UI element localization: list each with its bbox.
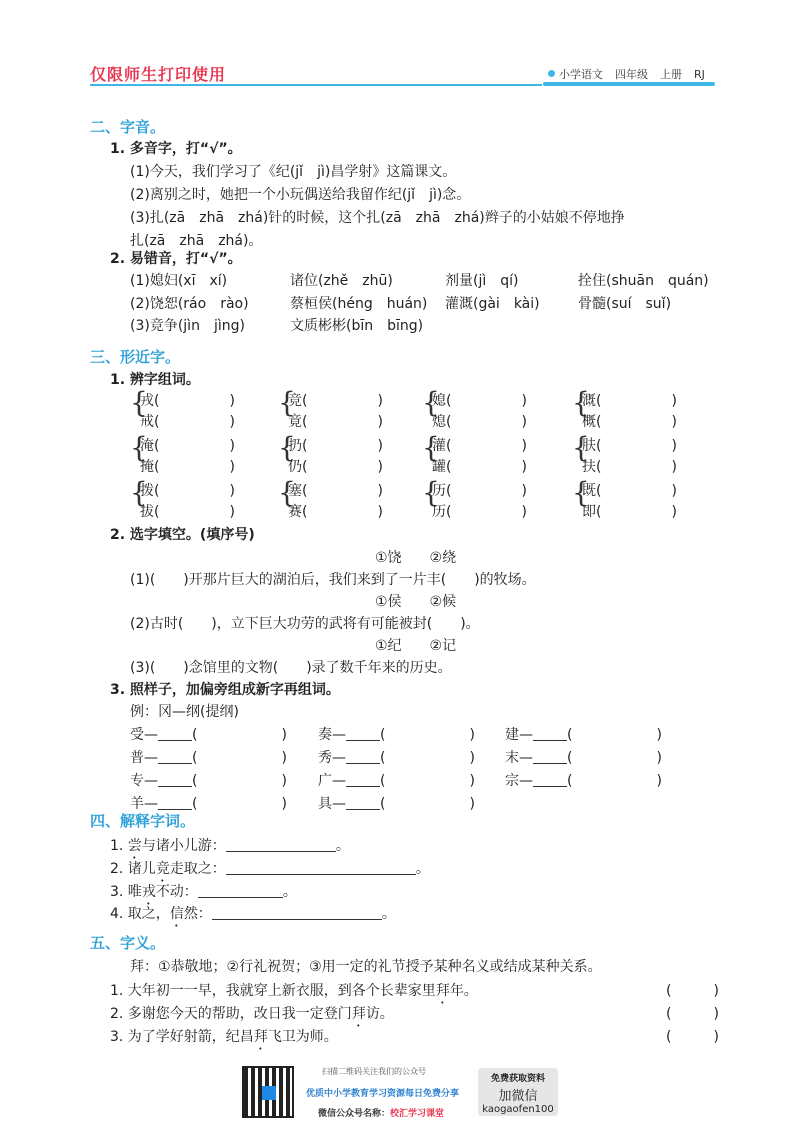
answer-paren: ( ) bbox=[380, 727, 475, 743]
brace-icon: { bbox=[422, 431, 440, 464]
radical-char: 专— bbox=[130, 773, 158, 789]
option-pair: ①饶 ②绕 bbox=[375, 550, 457, 566]
pinyin-item: (2)饶恕(ráo rào) bbox=[130, 296, 249, 312]
answer-blank bbox=[226, 837, 336, 852]
item-prefix: 1. bbox=[110, 838, 128, 854]
pair-char: 掩( ) bbox=[140, 459, 235, 475]
radical-item bbox=[318, 793, 475, 813]
option-pair: ①侯 ②候 bbox=[375, 594, 457, 610]
pair-char: 历( ) bbox=[432, 483, 527, 499]
pair-char: 罐( ) bbox=[432, 459, 527, 475]
answer-paren: ( ) bbox=[380, 773, 475, 789]
radical-item bbox=[318, 724, 475, 744]
radical-item bbox=[130, 724, 287, 744]
emphasized-char: 信 bbox=[169, 906, 184, 922]
example-text: 例：冈—纲(提纲) bbox=[130, 704, 239, 720]
pair-char: 戎( ) bbox=[140, 393, 235, 409]
brace-icon: { bbox=[130, 476, 148, 509]
item-prefix: 3. 唯 bbox=[110, 884, 142, 900]
answer-paren: ( ) bbox=[567, 773, 662, 789]
header-accent-bar bbox=[543, 82, 715, 86]
section-title: 三、形近字。 bbox=[90, 348, 181, 366]
definition-item bbox=[110, 903, 396, 930]
header-title: 仅限师生打印使用 bbox=[90, 65, 227, 84]
item-text: 飞卫为师。 bbox=[267, 1029, 338, 1045]
item-end: 。 bbox=[415, 861, 430, 877]
item-text: 年。 bbox=[449, 983, 478, 999]
item-prefix: 4. 取之， bbox=[110, 906, 170, 922]
answer-blank bbox=[533, 749, 567, 764]
pair-char: 戒( ) bbox=[140, 414, 235, 430]
footer-account-label: 微信公众号名称： bbox=[318, 1109, 391, 1119]
answer-blank bbox=[158, 749, 192, 764]
answer-paren: ( ) bbox=[192, 796, 287, 812]
answer-blank bbox=[158, 726, 192, 741]
section-title: 二、字音。 bbox=[90, 118, 166, 136]
answer-blank bbox=[346, 795, 380, 810]
brace-icon: { bbox=[422, 386, 440, 419]
brace-icon: { bbox=[278, 386, 296, 419]
text-line: (1)今天，我们学习了《纪(jǐ jì)昌学射》这篇课文。 bbox=[130, 164, 457, 180]
brace-icon: { bbox=[130, 386, 148, 419]
radical-item bbox=[505, 770, 662, 790]
answer-blank bbox=[198, 883, 283, 898]
pair-char: 概( ) bbox=[582, 414, 677, 430]
brace-icon: { bbox=[130, 431, 148, 464]
radical-char: 受— bbox=[130, 727, 158, 743]
answer-paren: ( ) bbox=[380, 796, 475, 812]
radical-char: 奏— bbox=[318, 727, 346, 743]
question-title: 1. 辨字组词。 bbox=[110, 372, 200, 388]
item-text: 与诸小儿游： bbox=[141, 838, 226, 854]
section-title: 五、字义。 bbox=[90, 934, 166, 952]
qr-code-icon bbox=[242, 1066, 294, 1118]
radical-char: 秀— bbox=[318, 750, 346, 766]
pinyin-item: 诸位(zhě zhū) bbox=[290, 273, 393, 289]
section-title: 四、解释字词。 bbox=[90, 812, 196, 830]
fill-sentence: (3)( )念馆里的文物( )录了数千年来的历史。 bbox=[130, 660, 452, 676]
pair-char: 即( ) bbox=[582, 504, 677, 520]
pair-char: 肤( ) bbox=[582, 438, 677, 454]
brace-icon: { bbox=[572, 431, 590, 464]
item-prefix: 1. 大年初一一早，我就穿上新衣服，到各个长辈家里 bbox=[110, 983, 436, 999]
item-end: 。 bbox=[282, 884, 297, 900]
item-end: 。 bbox=[381, 906, 396, 922]
answer-paren: ( ) bbox=[192, 727, 287, 743]
pinyin-item: 文质彬彬(bīn bīng) bbox=[290, 318, 424, 334]
item-text: 走取之： bbox=[169, 861, 226, 877]
brace-icon: { bbox=[278, 431, 296, 464]
pinyin-item: 拴住(shuān quán) bbox=[578, 273, 709, 289]
radical-char: 广— bbox=[318, 773, 346, 789]
question-title: 3. 照样子，加偏旁组成新字再组词。 bbox=[110, 682, 340, 698]
item-end: 。 bbox=[335, 838, 350, 854]
wechat-box bbox=[478, 1068, 558, 1116]
pair-char: 赛( ) bbox=[288, 504, 383, 520]
answer-blank bbox=[212, 905, 382, 920]
answer-paren: ( ) bbox=[567, 750, 662, 766]
item-text: 不动： bbox=[155, 884, 198, 900]
radical-item bbox=[130, 770, 287, 790]
pinyin-item: 骨髓(suí suǐ) bbox=[578, 296, 672, 312]
header-divider bbox=[90, 84, 542, 86]
answer-paren: ( ) bbox=[666, 983, 719, 999]
pair-char: 熄( ) bbox=[432, 414, 527, 430]
pinyin-item: 剂量(jì qí) bbox=[445, 273, 519, 289]
answer-blank bbox=[158, 772, 192, 787]
box-mid-text: 加微信 bbox=[498, 1089, 538, 1104]
emphasized-char: 竞 bbox=[155, 861, 170, 877]
question-title: 2. 易错音，打“√”。 bbox=[110, 251, 242, 267]
brace-icon: { bbox=[422, 476, 440, 509]
answer-blank bbox=[158, 795, 192, 810]
pair-char: 灌( ) bbox=[432, 438, 527, 454]
answer-blank bbox=[533, 726, 567, 741]
radical-char: 末— bbox=[505, 750, 533, 766]
answer-blank bbox=[533, 772, 567, 787]
answer-paren: ( ) bbox=[666, 1029, 719, 1045]
answer-paren: ( ) bbox=[192, 750, 287, 766]
answer-blank bbox=[226, 860, 416, 875]
emphasized-char: 拜 bbox=[351, 1006, 366, 1022]
pinyin-item: 蔡桓侯(héng huán) bbox=[290, 296, 428, 312]
bullet-icon bbox=[548, 70, 555, 77]
answer-blank bbox=[346, 726, 380, 741]
pair-char: 竞( ) bbox=[288, 393, 383, 409]
text-line: (3)扎(zā zhā zhá)针的时候，这个扎(zā zhā zhá)辫子的小姑娘不停地挣 bbox=[130, 210, 625, 226]
pair-char: 扔( ) bbox=[288, 438, 383, 454]
pair-char: 仍( ) bbox=[288, 459, 383, 475]
header-meta bbox=[548, 66, 717, 82]
answer-paren: ( ) bbox=[666, 1006, 719, 1022]
emphasized-char: 尝 bbox=[127, 838, 142, 854]
fill-sentence: (2)古时( )，立下巨大功劳的武将有可能被封( )。 bbox=[130, 616, 480, 632]
brace-icon: { bbox=[572, 386, 590, 419]
text-line: 扎(zā zhā zhá)。 bbox=[130, 233, 263, 249]
radical-item bbox=[318, 747, 475, 767]
pinyin-item: (3)竞争(jìn jìng) bbox=[130, 318, 245, 334]
emphasized-char: 拜 bbox=[253, 1029, 268, 1045]
footer-account-name: 校汇学习课堂 bbox=[390, 1109, 445, 1119]
answer-blank bbox=[346, 749, 380, 764]
meta-grade: 四年级 bbox=[615, 68, 648, 81]
pair-char: 溉( ) bbox=[582, 393, 677, 409]
pair-char: 竟( ) bbox=[288, 414, 383, 430]
answer-blank bbox=[346, 772, 380, 787]
item-prefix: 3. 为了学好射箭，纪昌 bbox=[110, 1029, 254, 1045]
radical-char: 具— bbox=[318, 796, 346, 812]
brace-icon: { bbox=[278, 476, 296, 509]
pair-char: 媳( ) bbox=[432, 393, 527, 409]
answer-paren: ( ) bbox=[192, 773, 287, 789]
answer-paren: ( ) bbox=[567, 727, 662, 743]
pinyin-item: 灌溉(gài kài) bbox=[445, 296, 540, 312]
radical-item bbox=[505, 724, 662, 744]
radical-item bbox=[130, 747, 287, 767]
answer-paren: ( ) bbox=[380, 750, 475, 766]
pair-char: 拨( ) bbox=[140, 483, 235, 499]
meta-subject: 小学语文 bbox=[559, 68, 603, 81]
definition-text: 拜：①恭敬地；②行礼祝贺；③用一定的礼节授予某种名义或结成某种关系。 bbox=[130, 959, 602, 975]
radical-char: 建— bbox=[505, 727, 533, 743]
meta-edition: RJ bbox=[694, 68, 705, 81]
pair-char: 拔( ) bbox=[140, 504, 235, 520]
meta-term: 上册 bbox=[660, 68, 682, 81]
box-top-text: 免费获取资料 bbox=[490, 1074, 545, 1084]
radical-item bbox=[318, 770, 475, 790]
item-prefix: 2. 多谢您今天的帮助，改日我一定登门 bbox=[110, 1006, 352, 1022]
brace-icon: { bbox=[572, 476, 590, 509]
item-prefix: 2. 诸儿 bbox=[110, 861, 156, 877]
pair-char: 既( ) bbox=[582, 483, 677, 499]
emphasized-char: 拜 bbox=[435, 983, 450, 999]
item-text: 然： bbox=[183, 906, 212, 922]
pinyin-item: (1)媳妇(xī xí) bbox=[130, 273, 228, 289]
fill-sentence: (1)( )开那片巨大的湖泊后，我们来到了一片丰( )的牧场。 bbox=[130, 572, 536, 588]
pair-char: 淹( ) bbox=[140, 438, 235, 454]
radical-char: 羊— bbox=[130, 796, 158, 812]
footer-slogan: 优质中小学教育学习资源每日免费分享 bbox=[306, 1089, 460, 1099]
box-id-text: kaogaofen100 bbox=[482, 1104, 554, 1115]
option-pair: ①纪 ②记 bbox=[375, 638, 457, 654]
pair-char: 历( ) bbox=[432, 504, 527, 520]
radical-char: 普— bbox=[130, 750, 158, 766]
radical-char: 宗— bbox=[505, 773, 533, 789]
text-line: (2)离别之时，她把一个小玩偶送给我留作纪(jǐ jì)念。 bbox=[130, 187, 471, 203]
pair-char: 扶( ) bbox=[582, 459, 677, 475]
question-title: 1. 多音字，打“√”。 bbox=[110, 141, 242, 157]
footer-account bbox=[318, 1106, 444, 1119]
question-title: 2. 选字填空。(填序号) bbox=[110, 527, 255, 543]
meaning-item bbox=[110, 1026, 338, 1053]
footer-scan-text: 扫描二维码关注我们的公众号 bbox=[322, 1067, 426, 1076]
pair-char: 塞( ) bbox=[288, 483, 383, 499]
radical-item bbox=[505, 747, 662, 767]
emphasized-char: 戎 bbox=[141, 884, 156, 900]
item-text: 访。 bbox=[365, 1006, 394, 1022]
